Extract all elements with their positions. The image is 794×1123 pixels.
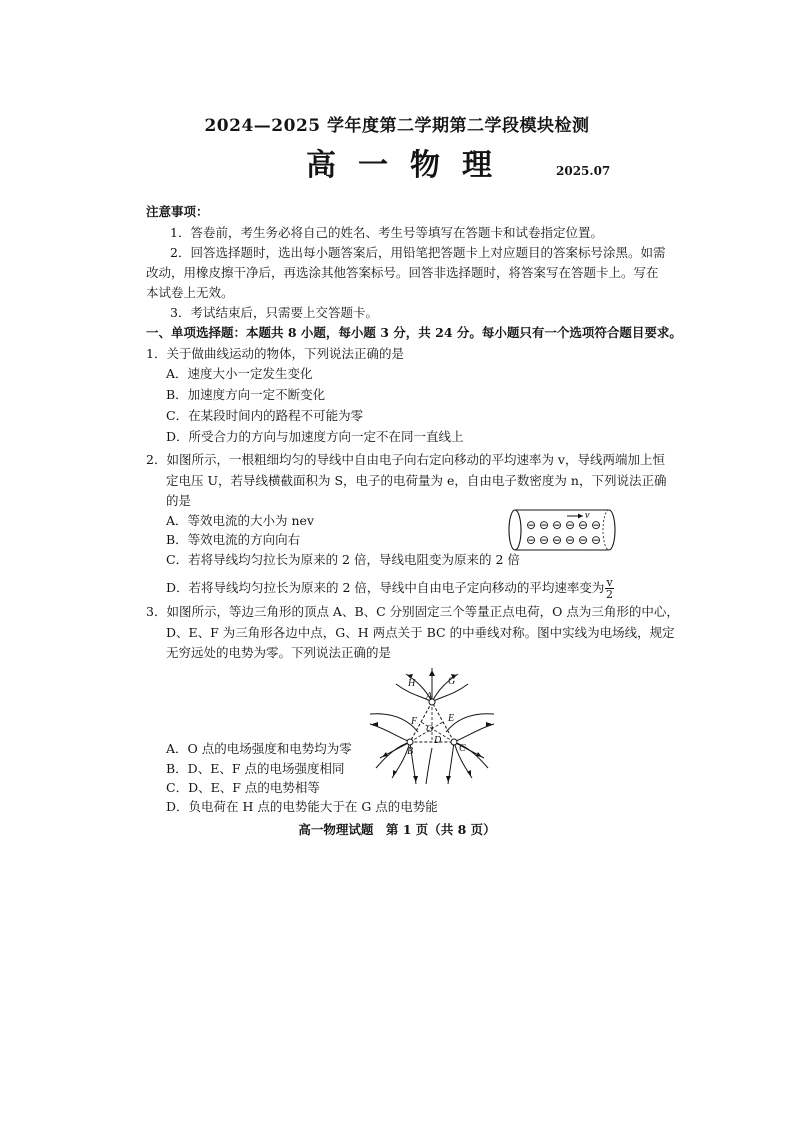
exam-date: 2025.07 [556, 164, 611, 178]
label-h: H [408, 678, 416, 689]
fraction-denominator: 2 [606, 588, 614, 601]
subject-title: 高一物理 [306, 148, 514, 183]
field-line-figure [366, 666, 506, 786]
notice-item: 1．答卷前，考生务必将自己的姓名、考生号等填写在答题卡和试卷指定位置。 [170, 225, 603, 240]
q3-option-d: D．负电荷在 H 点的电势能大于在 G 点的电势能 [166, 799, 438, 814]
q1-stem: 1．关于做曲线运动的物体，下列说法正确的是 [146, 346, 404, 361]
electron-icon: ⊖ [539, 533, 550, 547]
q3-option-b: B．D、E、F 点的电场强度相同 [166, 761, 345, 776]
velocity-fraction [605, 577, 613, 600]
label-f: F [411, 716, 418, 727]
label-e: E [448, 713, 455, 724]
q2-stem: 的是 [166, 493, 192, 508]
section-heading: 一、单项选择题：本题共 8 小题，每小题 3 分，共 24 分。每小题只有一个选项符合题目要求。 [146, 325, 682, 340]
electron-icon: ⊖ [565, 533, 576, 547]
notice-item: 3．考试结束后，只需要上交答题卡。 [170, 305, 378, 320]
label-o: O [426, 724, 434, 735]
electron-icon: ⊖ [591, 518, 602, 532]
page-footer: 高一物理试题 第 1 页（共 8 页） [298, 822, 496, 837]
q2-option-d-text: D．若将导线均匀拉长为原来的 2 倍，导线中自由电子定向移动的平均速率变为 [166, 580, 605, 595]
q3-option-a: A．O 点的电场强度和电势均为零 [166, 741, 352, 756]
label-g: G [448, 676, 456, 687]
electron-icon: ⊖ [578, 518, 589, 532]
q2-stem: 定电压 U，若导线横截面积为 S，电子的电荷量为 e，自由电子数密度为 n，下列说法正确 [166, 473, 667, 488]
electron-icon: ⊖ [552, 533, 563, 547]
notice-item: 本试卷上无效。 [146, 285, 234, 300]
fraction-numerator: v [606, 576, 613, 589]
electron-icon: ⊖ [539, 518, 550, 532]
notice-item: 改动，用橡皮擦干净后，再选涂其他答案标号。回答非选择题时，将答案写在答题卡上。写在 [146, 265, 659, 280]
wire-figure [505, 506, 620, 554]
electron-icon: ⊖ [578, 533, 589, 547]
q2-option-c: C．若将导线均匀拉长为原来的 2 倍，导线电阻变为原来的 2 倍 [166, 552, 520, 567]
q2-option-d [166, 577, 614, 600]
notice-heading: 注意事项： [146, 204, 209, 219]
electron-icon: ⊖ [526, 533, 537, 547]
notice-item: 2．回答选择题时，选出每小题答案后，用铅笔把答题卡上对应题目的答案标号涂黑。如需 [170, 245, 666, 260]
q1-option-d: D．所受合力的方向与加速度方向一定不在同一直线上 [166, 429, 464, 444]
label-a: A [426, 691, 433, 702]
q1-option-b: B．加速度方向一定不断变化 [166, 387, 326, 402]
label-d: D [434, 735, 442, 746]
electron-icon: ⊖ [591, 533, 602, 547]
electron-icon: ⊖ [526, 518, 537, 532]
q1-option-c: C．在某段时间内的路程不可能为零 [166, 408, 364, 423]
label-b: B [407, 746, 414, 757]
electron-icon: ⊖ [565, 518, 576, 532]
q3-stem: 3．如图所示，等边三角形的顶点 A、B、C 分别固定三个等量正点电荷，O 点为三角形的中心， [146, 604, 679, 619]
label-c: C [459, 743, 466, 754]
q2-option-b: B．等效电流的方向向右 [166, 532, 301, 547]
q3-option-c: C．D、E、F 点的电势相等 [166, 780, 320, 795]
q3-stem: D、E、F 为三角形各边中点，G、H 两点关于 BC 的中垂线对称。图中实线为电场线，规定 [166, 625, 675, 640]
exam-title: 2024—2025 学年度第二学期第二学段模块检测 [204, 116, 590, 136]
q1-option-a: A．速度大小一定发生变化 [166, 366, 313, 381]
velocity-label: v [585, 510, 590, 521]
electron-icon: ⊖ [552, 518, 563, 532]
q2-stem: 2．如图所示，一根粗细均匀的导线中自由电子向右定向移动的平均速率为 v，导线两端加上恒 [146, 452, 665, 467]
q2-option-a: A．等效电流的大小为 nev [166, 513, 315, 528]
q3-stem: 无穷远处的电势为零。下列说法正确的是 [166, 645, 392, 660]
